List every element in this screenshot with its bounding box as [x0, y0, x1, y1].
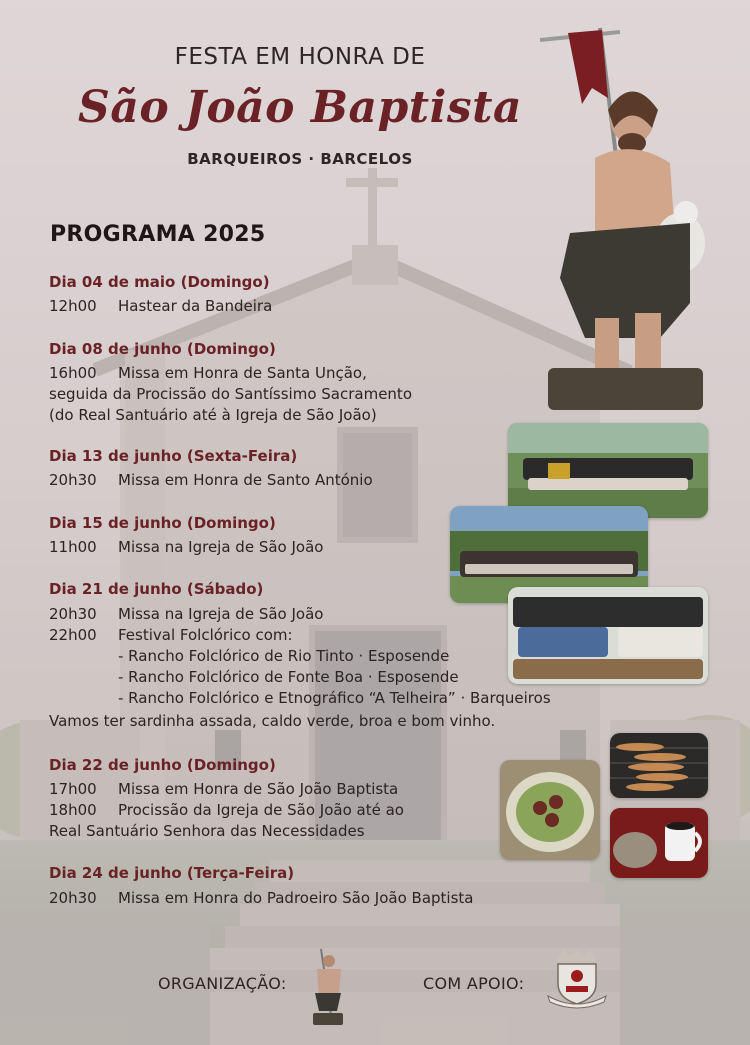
support-label: COM APOIO:: [423, 974, 525, 993]
event-time: 16h00: [49, 364, 97, 382]
saint-statue-image: [540, 18, 715, 413]
day-date: Dia 15 de junho (Domingo): [49, 514, 276, 532]
folk-group-item: - Rancho Folclórico e Etnográfico “A Telheira” · Barqueiros: [118, 689, 551, 707]
event-text: Missa em Honra de Santa Unção,: [118, 364, 367, 382]
event-continuation: (do Real Santuário até à Igreja de São João): [49, 406, 377, 424]
event-line: [49, 471, 373, 489]
event-time: 17h00: [49, 780, 97, 798]
event-text: Missa em Honra de Santo António: [118, 471, 373, 489]
page-title: São João Baptista: [78, 82, 522, 133]
folk-group-item: - Rancho Folclórico de Fonte Boa · Esposende: [118, 668, 459, 686]
broa-wine-photo: [610, 808, 708, 878]
event-line: [49, 626, 293, 644]
header-location: BARQUEIROS · BARCELOS: [187, 150, 413, 168]
event-time: 11h00: [49, 538, 97, 556]
folk-group-photo: [508, 423, 708, 518]
header-kicker: FESTA EM HONRA DE: [174, 44, 426, 70]
event-line: [49, 538, 323, 556]
event-text: Festival Folclórico com:: [118, 626, 293, 644]
event-time: 12h00: [49, 297, 97, 315]
event-line: [49, 605, 323, 623]
event-time: 20h30: [49, 889, 97, 907]
event-time: 18h00: [49, 801, 97, 819]
event-text: Missa na Igreja de São João: [118, 605, 324, 623]
day-date: Dia 22 de junho (Domingo): [49, 756, 276, 774]
day-date: Dia 24 de junho (Terça-Feira): [49, 864, 295, 882]
event-time: 20h30: [49, 471, 97, 489]
day-date: Dia 08 de junho (Domingo): [49, 340, 276, 358]
day-date: Dia 13 de junho (Sexta-Feira): [49, 447, 298, 465]
event-text: Missa em Honra de São João Baptista: [118, 780, 399, 798]
event-continuation: Real Santuário Senhora das Necessidades: [49, 822, 365, 840]
event-line: [49, 364, 367, 382]
folk-group-photo: [508, 587, 708, 684]
event-text: Procissão da Igreja de São João até ao: [118, 801, 404, 819]
saint-small-logo: [307, 945, 347, 1027]
event-line: [49, 889, 473, 907]
event-time: 22h00: [49, 626, 97, 644]
event-line: [49, 801, 404, 819]
event-text: Missa na Igreja de São João: [118, 538, 324, 556]
event-text: Missa em Honra do Padroeiro São João Baptista: [118, 889, 474, 907]
event-text: Hastear da Bandeira: [118, 297, 273, 315]
event-time: 20h30: [49, 605, 97, 623]
program-title: PROGRAMA 2025: [50, 222, 266, 247]
folk-group-item: - Rancho Folclórico de Rio Tinto · Esposende: [118, 647, 450, 665]
food-note: Vamos ter sardinha assada, caldo verde, broa e bom vinho.: [49, 712, 496, 730]
event-continuation: seguida da Procissão do Santíssimo Sacramento: [49, 385, 412, 403]
event-line: [49, 780, 398, 798]
sardines-photo: [610, 733, 708, 798]
organization-label: ORGANIZAÇÃO:: [158, 974, 287, 993]
caldo-verde-photo: [500, 760, 600, 860]
parish-coat-of-arms-icon: [546, 950, 608, 1010]
day-date: Dia 04 de maio (Domingo): [49, 273, 270, 291]
day-date: Dia 21 de junho (Sábado): [49, 580, 264, 598]
event-line: [49, 297, 272, 315]
